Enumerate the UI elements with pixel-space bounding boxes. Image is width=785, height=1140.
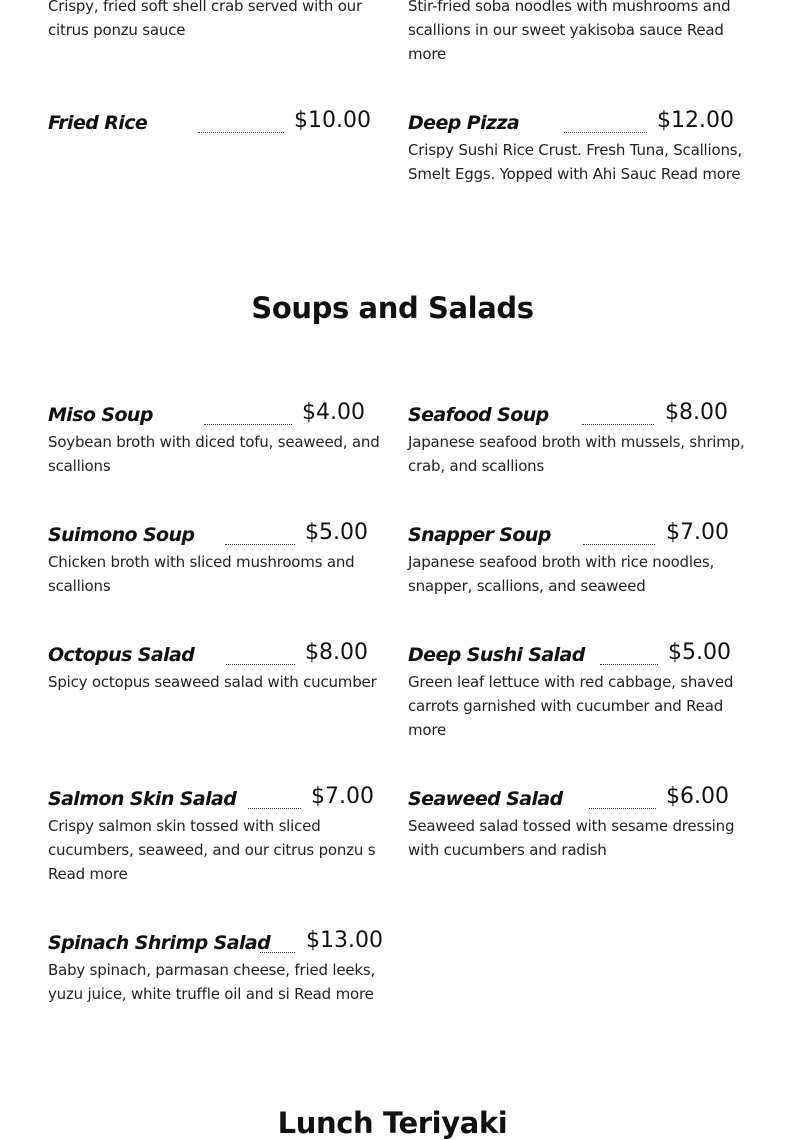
menu-item <box>408 778 748 862</box>
item-name: Snapper Soup <box>408 524 551 546</box>
section-title-lunch-teriyaki: Lunch Teriyaki <box>277 1106 508 1140</box>
item-price: $8.00 <box>305 640 368 665</box>
dotted-leader <box>204 423 292 425</box>
item-name: Octopus Salad <box>48 644 195 666</box>
item-name: Seaweed Salad <box>408 788 563 810</box>
dotted-leader <box>226 663 295 665</box>
item-name: Miso Soup <box>48 404 153 426</box>
item-description: Crispy salmon skin tossed with sliced cucumbers, seaweed, and our citrus ponzu s Read more <box>48 817 376 883</box>
item-description: Green leaf lettuce with red cabbage, shaved carrots garnished with cucumber and Read more <box>408 673 734 739</box>
item-name: Seafood Soup <box>408 404 549 426</box>
item-description: Japanese seafood broth with mussels, shrimp, crab, and scallions <box>408 433 745 475</box>
item-description: Soybean broth with diced tofu, seaweed, and scallions <box>48 433 380 475</box>
menu-item <box>48 634 388 694</box>
menu-item <box>408 514 748 598</box>
menu-item <box>408 102 748 186</box>
dotted-leader <box>260 951 295 953</box>
item-price: $6.00 <box>666 784 729 809</box>
item-price: $4.00 <box>302 400 365 425</box>
item-price: $12.00 <box>657 108 734 133</box>
item-description: Japanese seafood broth with rice noodles, snapper, scallions, and seaweed <box>408 553 715 595</box>
partial-item-description-right: Stir-fried soba noodles with mushrooms and scallions in our sweet yakisoba sauce Read more <box>408 0 731 63</box>
item-price: $5.00 <box>668 640 731 665</box>
item-price: $5.00 <box>305 520 368 545</box>
section-title-soups-and-salads: Soups and Salads <box>251 291 534 325</box>
dotted-leader <box>582 423 654 425</box>
menu-item <box>48 922 388 1006</box>
item-name: Deep Pizza <box>408 112 520 134</box>
dotted-leader <box>589 807 656 809</box>
item-price: $13.00 <box>306 928 383 953</box>
item-price: $7.00 <box>666 520 729 545</box>
menu-item <box>48 394 388 478</box>
item-description: Baby spinach, parmasan cheese, fried leeks, yuzu juice, white truffle oil and si Read more <box>48 961 376 1003</box>
item-description: Seaweed salad tossed with sesame dressing with cucumbers and radish <box>408 817 735 859</box>
item-name: Spinach Shrimp Salad <box>48 932 271 954</box>
item-name: Deep Sushi Salad <box>408 644 585 666</box>
item-name: Fried Rice <box>48 112 148 134</box>
menu-item <box>408 634 748 742</box>
item-price: $10.00 <box>294 108 371 133</box>
item-name: Suimono Soup <box>48 524 195 546</box>
dotted-leader <box>564 131 647 133</box>
item-name: Salmon Skin Salad <box>48 788 237 810</box>
item-description: Crispy Sushi Rice Crust. Fresh Tuna, Scallions, Smelt Eggs. Yopped with Ahi Sauc Read more <box>408 141 742 183</box>
dotted-leader <box>225 543 295 545</box>
dotted-leader <box>198 131 284 133</box>
item-description: Chicken broth with sliced mushrooms and scallions <box>48 553 355 595</box>
menu-item <box>48 514 388 598</box>
item-description: Spicy octopus seaweed salad with cucumber <box>48 673 377 691</box>
dotted-leader <box>600 663 658 665</box>
partial-item-description-left: Crispy, fried soft shell crab served with our citrus ponzu sauce <box>48 0 362 39</box>
menu-item <box>408 394 748 478</box>
item-price: $7.00 <box>311 784 374 809</box>
dotted-leader <box>583 543 655 545</box>
dotted-leader <box>248 807 301 809</box>
menu-item <box>48 102 388 136</box>
item-price: $8.00 <box>665 400 728 425</box>
menu-item <box>48 778 388 886</box>
